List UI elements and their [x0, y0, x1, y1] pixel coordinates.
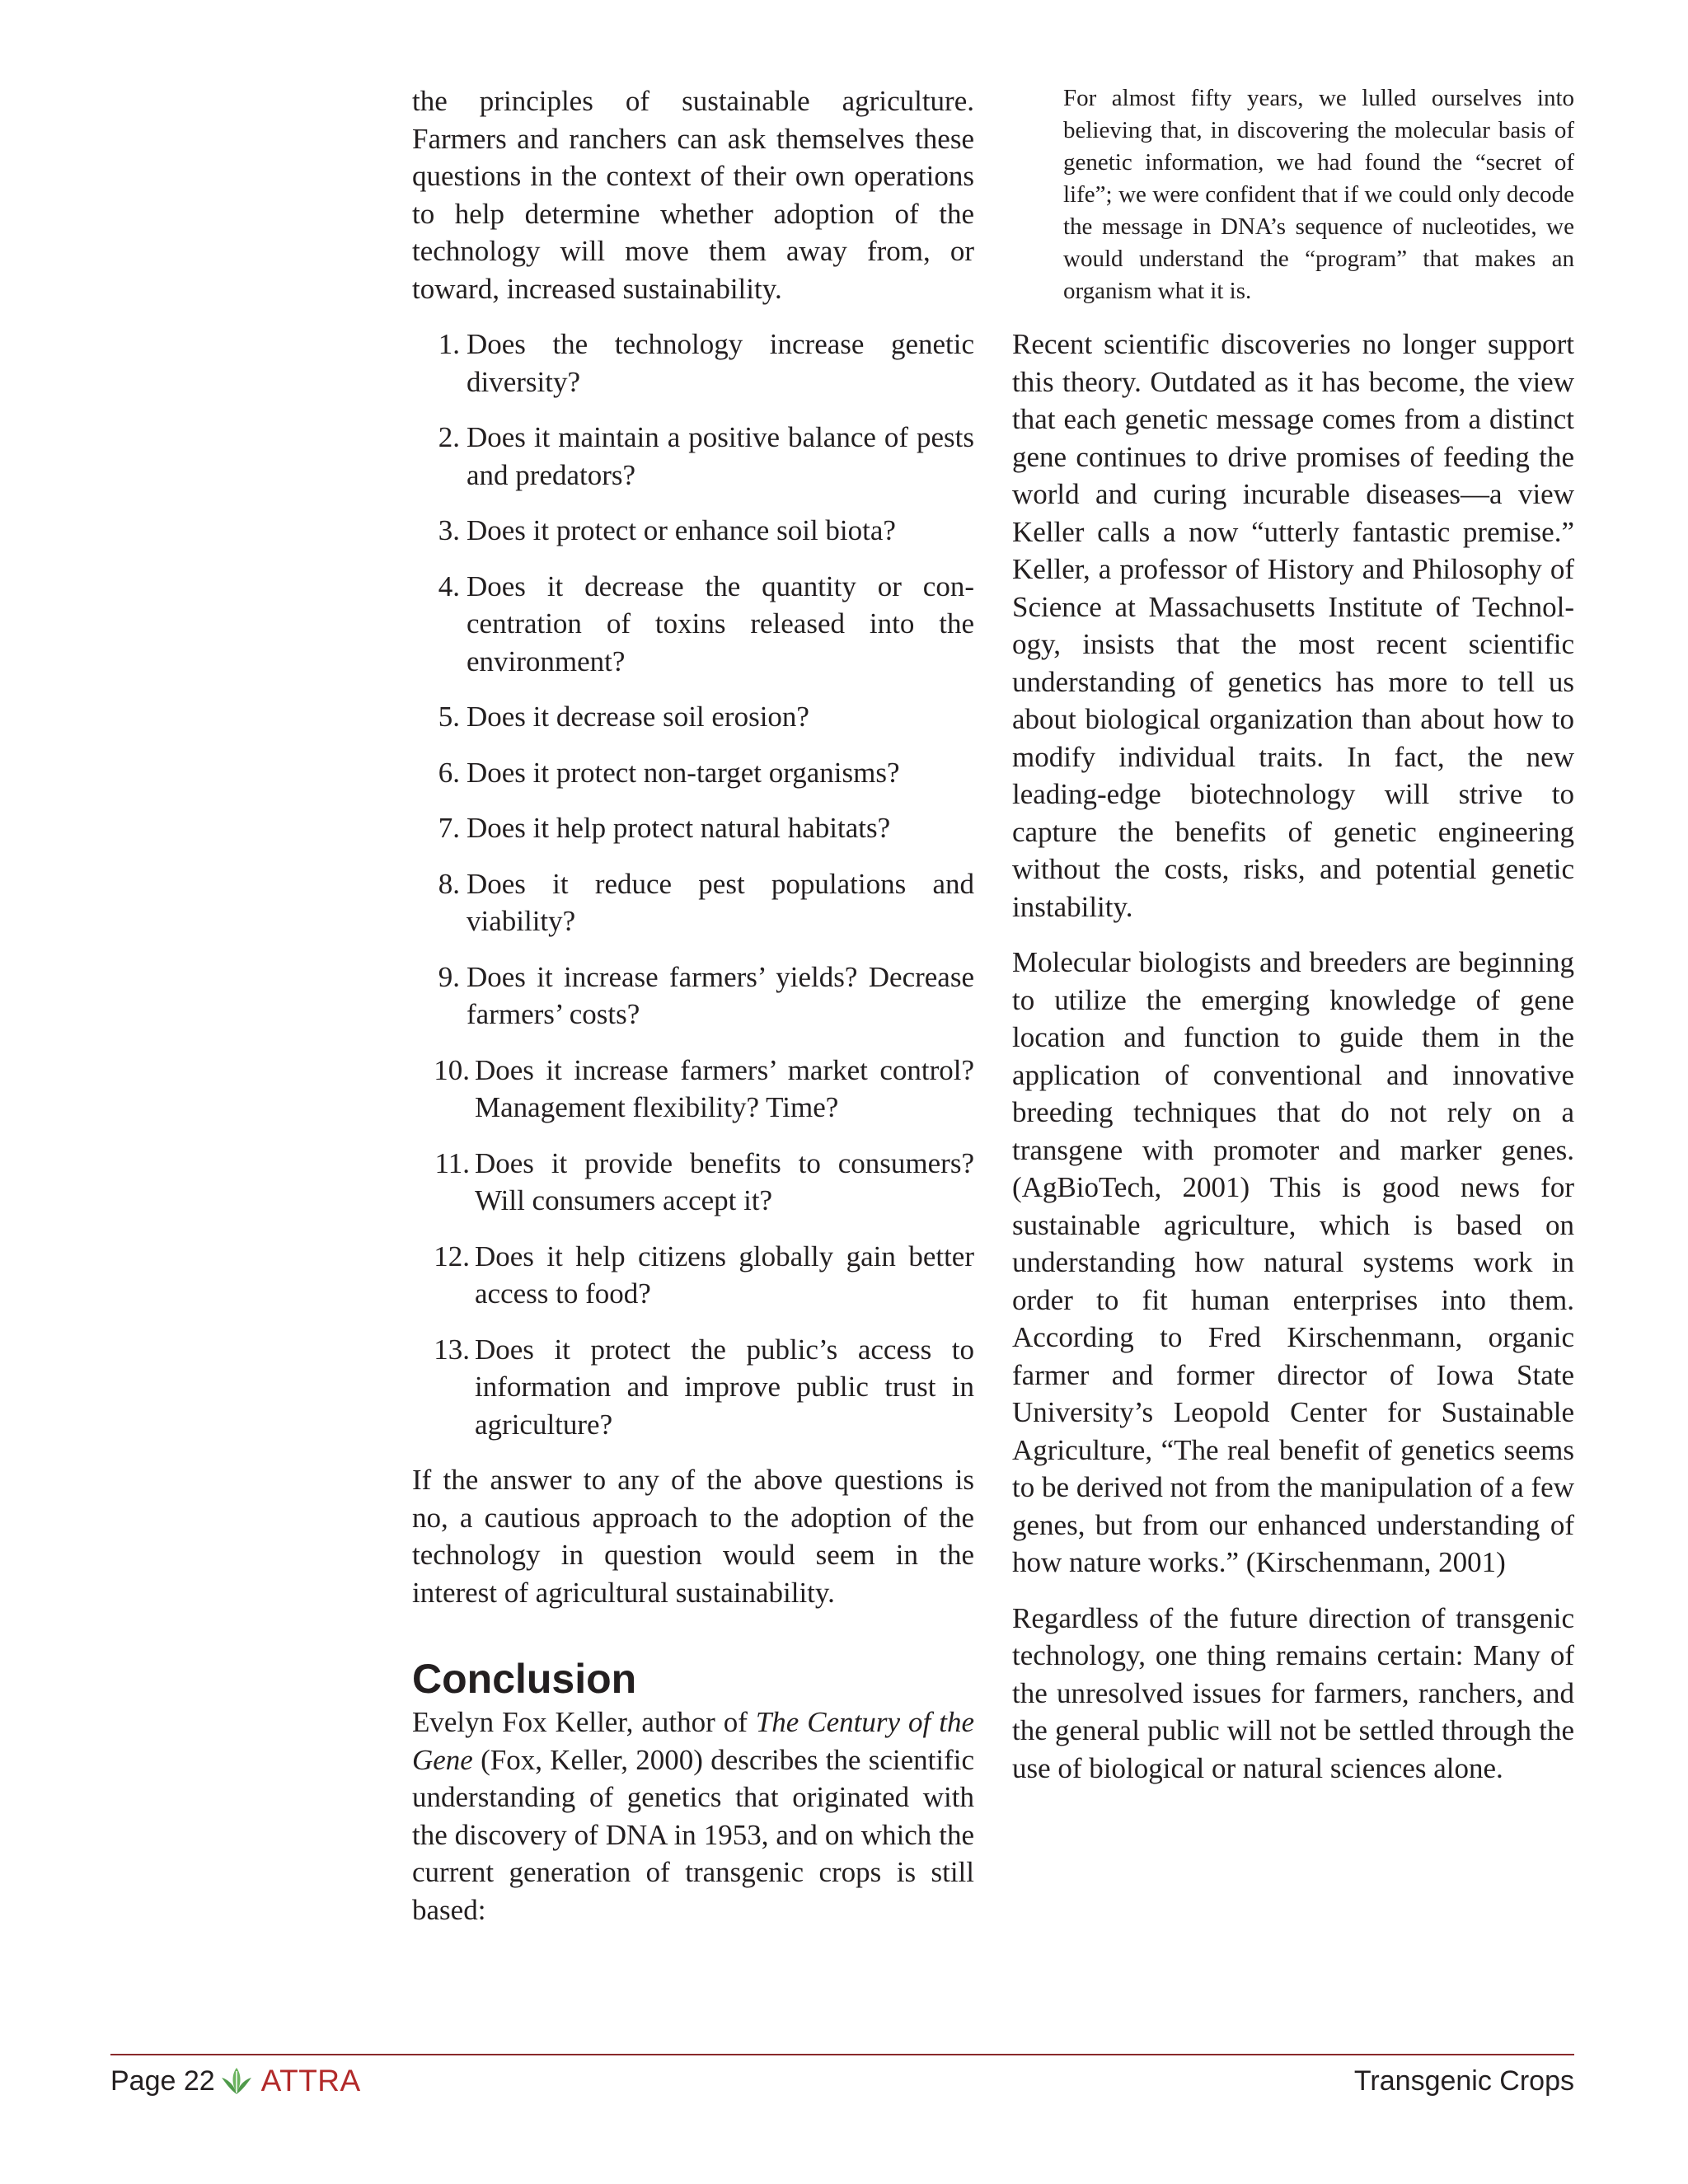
- list-item: [412, 809, 974, 847]
- footer-left: [110, 2060, 361, 2102]
- list-item: [412, 754, 974, 792]
- body-paragraph-2: Molecular biologists and breeders are beginning to utilize the emerging knowledge of gene location and function to guide them in the application of conventional and innovative breeding techniques that do not rely on a transgene with promoter and marker genes. (AgBioTech, 2001) This is good news for sustainable agriculture, which is based on understanding how natural systems work in order to fit human enterprises into them. According to Fred Kirschenmann, organic farmer and former director of Iowa State University’s Leopold Center for Sustainable Agriculture, “The real benefit of genetics seems to be derived not from the manipulation of a few genes, but from our enhanced understanding of how nature works.” (Kirschenmann, 2001): [1012, 946, 1574, 1578]
- list-item-text: Does it protect the public’s access to information and improve public trust in agriculture?: [475, 1333, 974, 1441]
- footer-rule: [110, 2054, 1574, 2055]
- conclusion-paragraph: [412, 1704, 974, 1929]
- body-paragraph-3: Regardless of the future direction of transgenic technology, one thing remains certain: Many of the unresolved issues for farmers, ranchers, and the general public will not be settled through the use of biological or natural sciences alone.: [1012, 1601, 1574, 1784]
- conclusion-text-end: (Fox, Keller, 2000) describes the scientific understanding of genetics that originated with the discovery of DNA in 1953, and on which the current generation of transgenic crops is still based:: [412, 1743, 974, 1926]
- list-item: [412, 1145, 974, 1220]
- list-item: [412, 1052, 974, 1127]
- list-item-number: 7.: [438, 812, 460, 844]
- list-item: [412, 1331, 974, 1444]
- list-item-number: 6.: [438, 756, 460, 789]
- list-item: [412, 512, 974, 550]
- list-item-number: 4.: [438, 569, 460, 602]
- section-heading-conclusion: Conclusion: [412, 1656, 637, 1702]
- list-item-text: Does it protect non-target organisms?: [467, 756, 900, 789]
- list-item-text: Does it help protect natural habitats?: [467, 812, 891, 844]
- list-item-text: Does it protect or enhance soil biota?: [467, 514, 896, 546]
- list-item-number: 3.: [438, 514, 460, 546]
- list-item-text: Does it maintain a positive balance of pests and predators?: [467, 421, 974, 491]
- right-column: [1012, 82, 1574, 1805]
- list-item-text: Does the technology increase genetic diversity?: [467, 328, 974, 398]
- block-quote: For almost fifty years, we lulled ourselves into believing that, in discovering the molecular basis of genetic information, we had found the “secret of life”; we were confident that if we could only decode the message in DNA’s sequence of nucleotides, we would understand the “program” that makes an organism what it is.: [1063, 85, 1574, 304]
- list-item-number: 10.: [434, 1053, 470, 1086]
- list-item-number: 8.: [438, 867, 460, 900]
- list-item-number: 2.: [438, 421, 460, 453]
- list-item-text: Does it help citizens globally gain better access to food?: [475, 1240, 974, 1310]
- list-item-number: 5.: [438, 701, 460, 733]
- list-item: [412, 568, 974, 681]
- list-item: [412, 865, 974, 940]
- list-item: [412, 958, 974, 1033]
- list-item-text: Does it decrease the quantity or concentration of toxins released into the environment?: [467, 569, 974, 677]
- body-paragraph-1: Recent scientific discoveries no longer support this theory. Outdated as it has become, the view that each genetic message comes from a distinct gene continues to drive promises of feeding the world and curing incurable diseases—a view Keller calls a now “utterly fantastic premise.” Keller, a professor of History and Philosophy of Science at Massachusetts Institute of Technology, insists that the most recent scientific understanding of genetics has more to tell us about biological organization than about how to modify individual traits. In fact, the new leading-edge biotechnology will strive to capture the benefits of genetic engineering without the costs, risks, and potential genetic instability.: [1012, 328, 1574, 923]
- list-item: [412, 419, 974, 494]
- list-item-number: 11.: [434, 1146, 470, 1179]
- list-item-number: 9.: [438, 960, 460, 993]
- sustainability-questions-list: [412, 326, 974, 1443]
- list-item-text: Does it provide benefits to consumers? Will consumers accept it?: [475, 1146, 974, 1216]
- book-title: The Century of the Gene: [412, 1706, 974, 1776]
- list-item-text: Does it increase farmers’ market control? Management flexibility? Time?: [475, 1053, 974, 1123]
- after-list-paragraph: If the answer to any of the above questions is no, a cautious approach to the adoption of the technology in question would seem in the interest of agricultural sustainability.: [412, 1464, 974, 1609]
- list-item: [412, 698, 974, 736]
- list-item-number: 1.: [438, 328, 460, 360]
- brand-name: ATTRA: [260, 2064, 361, 2097]
- footer-title: Transgenic Crops: [1353, 2065, 1574, 2097]
- list-item-text: Does it reduce pest populations and viability?: [467, 867, 974, 937]
- list-item: [412, 326, 974, 401]
- list-item-text: Does it increase farmers’ yields? Decrease farmers’ costs?: [467, 960, 974, 1030]
- left-column: [412, 82, 974, 1947]
- intro-paragraph: the principles of sustainable agriculture. Farmers and ranchers can ask themselves these questions in the context of their own operations to help determine whether adoption of the technology will move them away from, or toward, increased sustainability.: [412, 85, 974, 305]
- page-number: Page 22: [110, 2065, 215, 2097]
- list-item-text: Does it decrease soil erosion?: [467, 701, 809, 733]
- list-item-number: 12.: [434, 1240, 470, 1272]
- conclusion-text-start: Evelyn Fox Keller, author of: [412, 1706, 756, 1738]
- leaf-logo-icon: [220, 2066, 253, 2096]
- list-item: [412, 1238, 974, 1313]
- list-item-number: 13.: [434, 1333, 470, 1366]
